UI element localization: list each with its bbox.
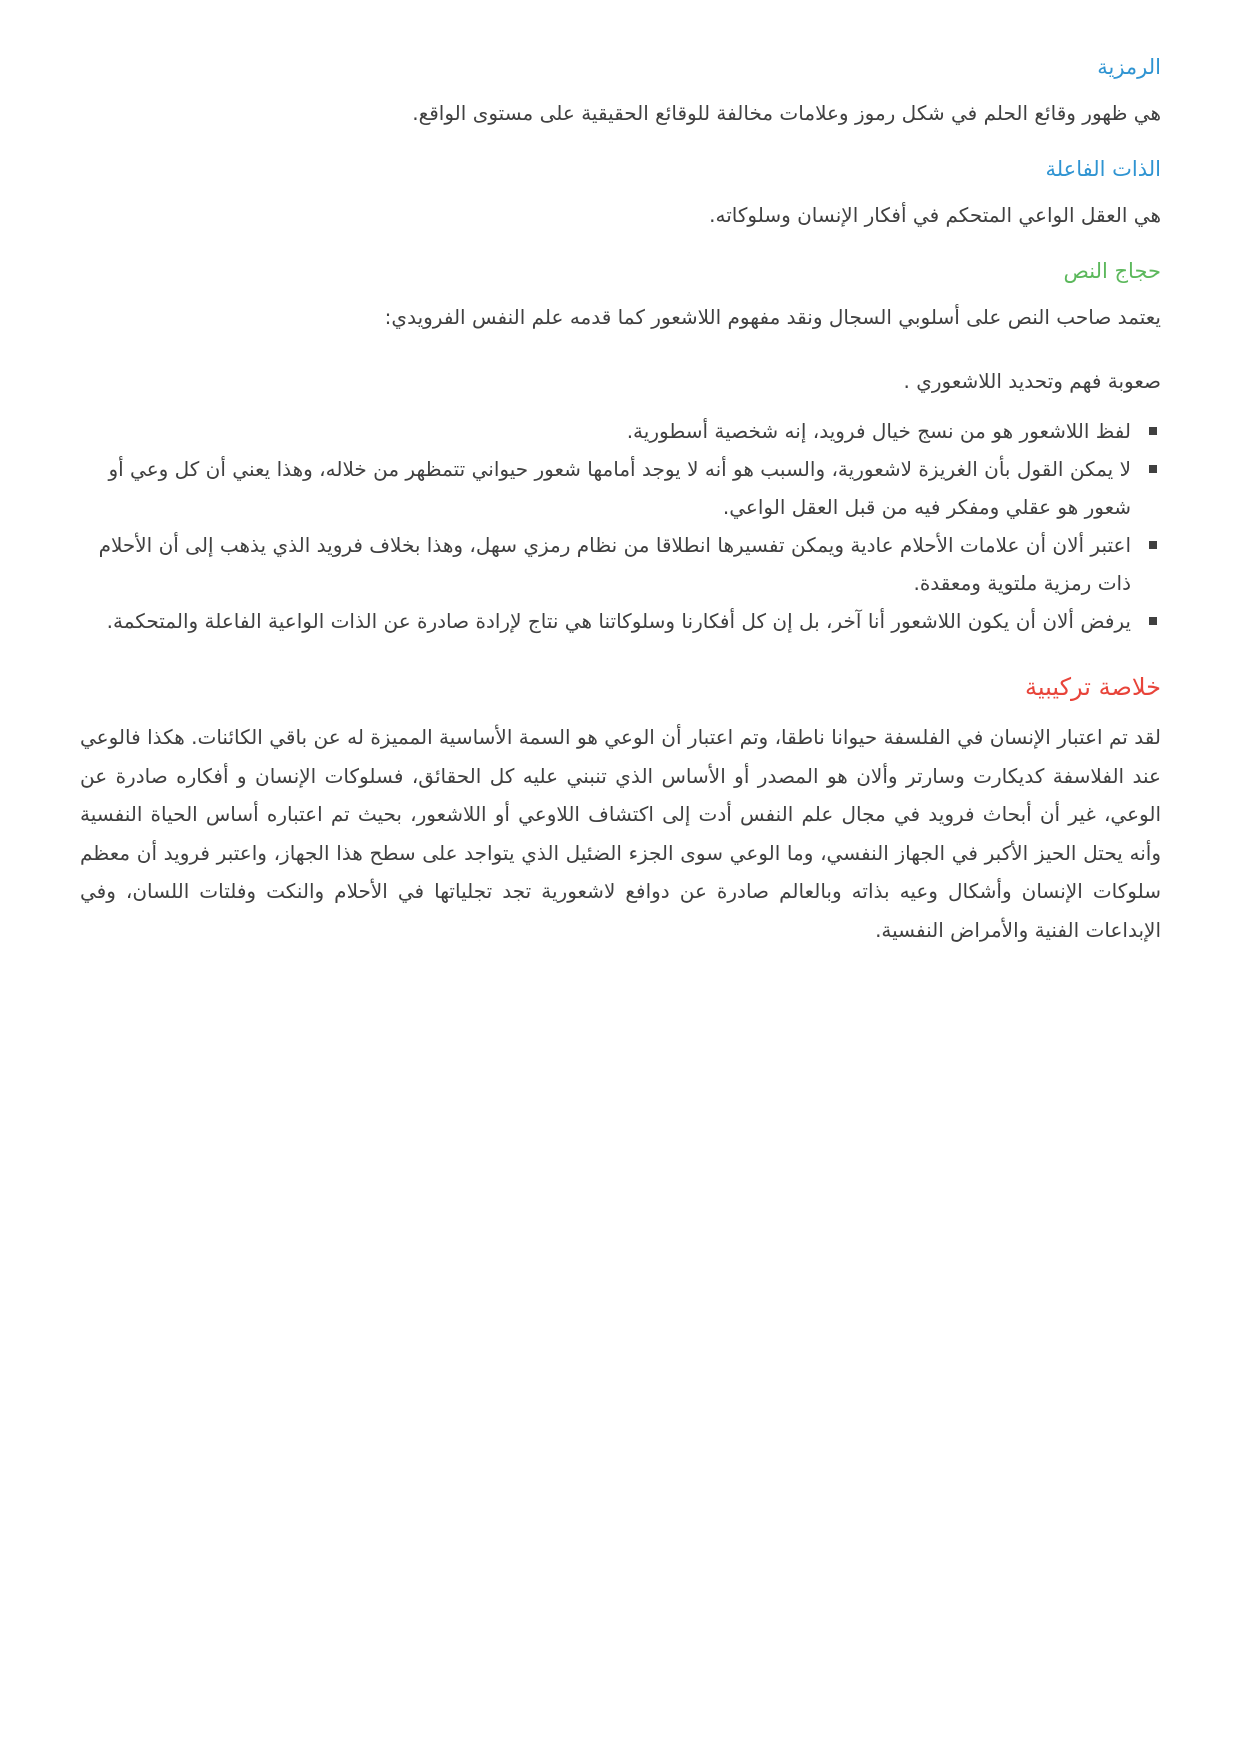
list-item: لفظ اللاشعور هو من نسج خيال فرويد، إنه شخصية أسطورية. [80, 412, 1161, 450]
active-self-heading: الذات الفاعلة [1045, 157, 1161, 181]
list-item: يرفض ألان أن يكون اللاشعور أنا آخر، بل إن كل أفكارنا وسلوكاتنا هي نتاج لإرادة صادرة عن الذات الواعية الفاعلة والمتحكمة. [80, 602, 1161, 640]
synthesis-heading: خلاصة تركيبية [1025, 673, 1161, 701]
active-self-definition: هي العقل الواعي المتحكم في أفكار الإنسان وسلوكاته. [709, 203, 1161, 227]
argument-heading: حجاج النص [1063, 259, 1161, 283]
list-item: لا يمكن القول بأن الغريزة لاشعورية، والسبب هو أنه لا يوجد أمامها شعور حيواني تتمظهر من خلاله، وهذا يعني أن كل وعي أو شعور هو عقلي ومفكر فيه من قبل العقل الواعي. [80, 450, 1161, 526]
list-item: اعتبر ألان أن علامات الأحلام عادية ويمكن تفسيرها انطلاقا من نظام رمزي سهل، وهذا بخلاف فرويد الذي يذهب إلى أن الأحلام ذات رمزية ملتوية ومعقدة. [80, 526, 1161, 602]
argument-intro: يعتمد صاحب النص على أسلوبي السجال ونقد مفهوم اللاشعور كما قدمه علم النفس الفرويدي: [384, 305, 1161, 329]
symbolism-definition: هي ظهور وقائع الحلم في شكل رموز وعلامات مخالفة للوقائع الحقيقية على مستوى الواقع. [412, 101, 1161, 125]
argument-difficulty: صعوبة فهم وتحديد اللاشعوري . [903, 369, 1161, 393]
synthesis-paragraph: لقد تم اعتبار الإنسان في الفلسفة حيوانا ناطقا، وتم اعتبار أن الوعي هو السمة الأساسية المميزة له عن باقي الكائنات. هكذا فالوعي عند الفلاسفة كديكارت وسارتر وألان هو المصدر أو الأساس الذي تنبني عليه كل الحقائق، فسلوكات الإنسان و أفكاره صادرة عن الوعي، غير أن أبحاث فرويد في مجال علم النفس أدت إلى اكتشاف اللاوعي أو اللاشعور، بحيث تم اعتباره أساس الحياة النفسية وأنه يحتل الحيز الأكبر في الجهاز النفسي، وما الوعي سوى الجزء الضئيل الذي يتواجد على سطح هذا الجهاز، واعتبر فرويد أن معظم سلوكات الإنسان وأشكال وعيه بذاته وبالعالم صادرة عن دوافع لاشعورية تجد تجلياتها في الأحلام والنكت وفلتات اللسان، وفي الإبداعات الفنية والأمراض النفسية. [80, 725, 1161, 942]
document-page [80, 52, 1161, 949]
argument-bullet-list [80, 412, 1161, 640]
symbolism-heading: الرمزية [1097, 55, 1161, 79]
